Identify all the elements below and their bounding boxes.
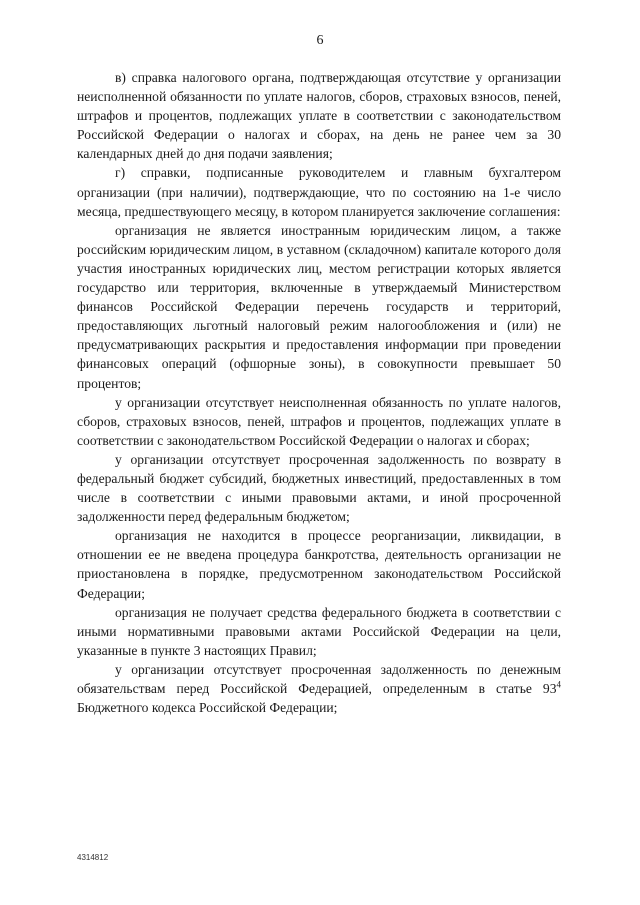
paragraph-no-monetary-obligations	[77, 660, 561, 717]
paragraph-text-after: Бюджетного кодекса Российской Федерации;	[77, 700, 338, 716]
document-body	[77, 68, 561, 717]
paragraph-g-certificates: г) справки, подписанные руководителем и главным бухгалтером организации (при наличии), подтверждающие, что по состоянию на 1-е число месяца, предшествующего месяцу, в котором планируется заключение соглашения:	[77, 165, 561, 219]
paragraph-no-other-federal-funds: организация не получает средства федерального бюджета в соответствии с иными нормативными правовыми актами Российской Федерации на цели, указанные в пункте 3 настоящих Правил;	[77, 604, 561, 658]
paragraph-not-foreign-entity: организация не является иностранным юридическим лицом, а также российским юридическим лицом, в уставном (складочном) капитале которого доля участия иностранных юридических лиц, местом регистрации которых является государство или территория, включенные в утверждаемый Министерством финансов Российской Федерации перечень государств и территорий, предоставляющих льготный налоговый режим налогообложения и (или) не предусматривающих раскрытия и предоставления информации при проведении финансовых операций (офшорные зоны), в совокупности превышает 50 процентов;	[77, 222, 561, 391]
paragraph-no-tax-debt: у организации отсутствует неисполненная обязанность по уплате налогов, сборов, страховых взносов, пеней, штрафов и процентов, подлежащих уплате в соответствии с законодательством Российской Федерации о налогах и сборах;	[77, 394, 561, 448]
document-code: 4314812	[77, 853, 109, 862]
paragraph-no-reorganization: организация не находится в процессе реорганизации, ликвидации, в отношении ее не введена процедура банкротства, деятельность организации не приостановлена в порядке, предусмотренном законодательством Российской Федерации;	[77, 528, 561, 601]
page-number: 6	[316, 33, 324, 48]
paragraph-v-tax-certificate: в) справка налогового органа, подтверждающая отсутствие у организации неисполненной обязанности по уплате налогов, сборов, страховых взносов, пеней, штрафов и процентов, подлежащих уплате в соответствии с законодательством Российской Федерации о налогах и сборах, на день не ранее чем за 30 календарных дней до дня подачи заявления;	[77, 70, 561, 162]
superscript-article-number: 4	[556, 679, 561, 690]
paragraph-no-overdue-budget-debt: у организации отсутствует просроченная задолженность по возврату в федеральный бюджет субсидий, бюджетных инвестиций, предоставленных в том числе в соответствии с иными правовыми актами, и иной просроченной задолженности перед федеральным бюджетом;	[77, 451, 561, 525]
paragraph-text-before: у организации отсутствует просроченная задолженность по денежным обязательствам перед Российской Федерацией, определенным в статье 93	[77, 661, 561, 696]
